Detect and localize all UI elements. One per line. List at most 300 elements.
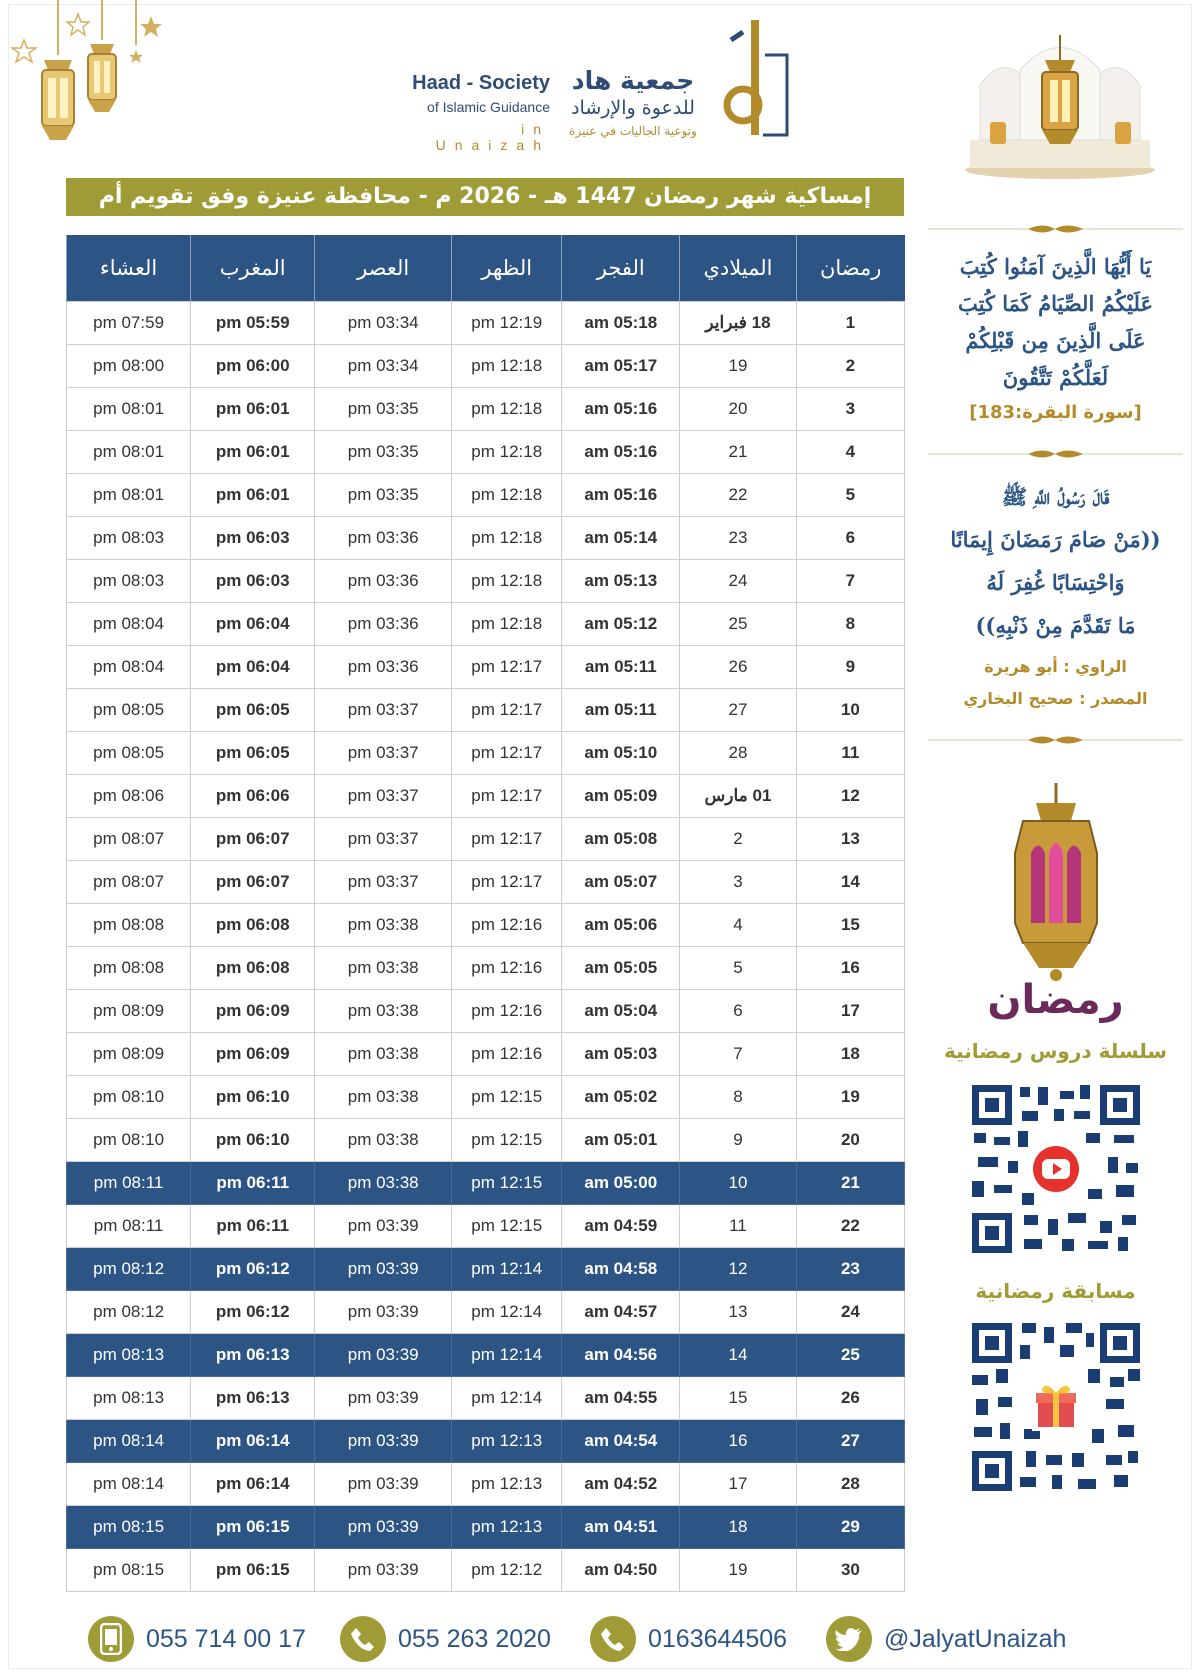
cell-gregorian-text: 6 xyxy=(733,1001,743,1020)
cell-ramadan xyxy=(796,1076,904,1119)
cell-asr-text: pm 03:39 xyxy=(347,1302,419,1321)
cell-fajr-text: am 05:00 xyxy=(584,1173,658,1192)
cell-maghrib-text: pm 06:13 xyxy=(215,1388,290,1407)
cell-gregorian xyxy=(680,1205,797,1248)
cell-asr xyxy=(315,560,452,603)
table-row xyxy=(67,646,905,689)
cell-maghrib-text: pm 06:03 xyxy=(215,571,290,590)
cell-gregorian-text: 10 xyxy=(728,1173,748,1192)
cell-ramadan xyxy=(796,1033,904,1076)
cell-gregorian-text: 11 xyxy=(729,1216,747,1235)
cell-ramadan-text: 12 xyxy=(840,786,860,805)
cell-isha xyxy=(67,732,191,775)
cell-ramadan xyxy=(796,1162,904,1205)
cell-dhuhr xyxy=(452,646,562,689)
cell-maghrib xyxy=(191,603,315,646)
contact-landline[interactable] xyxy=(590,1614,787,1664)
cell-ramadan xyxy=(796,603,904,646)
cell-maghrib-text: pm 06:09 xyxy=(215,1001,290,1020)
cell-asr xyxy=(315,646,452,689)
ornament-divider-icon xyxy=(928,447,1183,461)
cell-maghrib xyxy=(191,1377,315,1420)
cell-dhuhr xyxy=(452,431,562,474)
logo-arabic xyxy=(557,66,709,138)
cell-ramadan-text: 18 xyxy=(840,1044,860,1063)
cell-ramadan xyxy=(796,1248,904,1291)
cell-dhuhr-text: pm 12:18 xyxy=(471,528,543,547)
youtube-qr-code[interactable] xyxy=(968,1081,1144,1257)
cell-isha xyxy=(67,818,191,861)
contact-phone[interactable] xyxy=(340,1614,551,1664)
cell-dhuhr xyxy=(452,1248,562,1291)
cell-asr xyxy=(315,1377,452,1420)
cell-dhuhr xyxy=(452,1162,562,1205)
cell-isha-text: pm 08:04 xyxy=(93,657,165,676)
cell-asr-text: pm 03:39 xyxy=(347,1259,419,1278)
cell-ramadan-text: 1 xyxy=(845,313,856,332)
cell-dhuhr xyxy=(452,1506,562,1549)
sidebar xyxy=(928,222,1183,1495)
cell-dhuhr-text: pm 12:17 xyxy=(471,786,543,805)
cell-ramadan xyxy=(796,990,904,1033)
table-row xyxy=(67,1205,905,1248)
cell-fajr xyxy=(562,1549,680,1592)
cell-dhuhr xyxy=(452,517,562,560)
cell-isha-text: pm 08:14 xyxy=(93,1474,165,1493)
cell-ramadan xyxy=(796,302,904,345)
cell-gregorian-text: 20 xyxy=(728,399,748,418)
cell-gregorian-text: 13 xyxy=(728,1302,748,1321)
cell-gregorian-text: 2 xyxy=(733,829,743,848)
twitter-handle[interactable]: @JalyatUnaizah xyxy=(884,1624,1067,1653)
cell-dhuhr-text: pm 12:18 xyxy=(471,442,543,461)
cell-maghrib xyxy=(191,1463,315,1506)
imsakiya-table xyxy=(66,235,905,1592)
cell-asr xyxy=(315,947,452,990)
cell-asr xyxy=(315,1420,452,1463)
cell-maghrib-text: pm 06:05 xyxy=(215,700,290,719)
cell-isha-text: pm 08:15 xyxy=(93,1560,165,1579)
cell-ramadan xyxy=(796,947,904,990)
cell-fajr xyxy=(562,861,680,904)
cell-isha-text: pm 08:11 xyxy=(93,1216,164,1235)
cell-asr xyxy=(315,1463,452,1506)
cell-maghrib-text: pm 06:10 xyxy=(215,1087,290,1106)
cell-fajr-text: am 05:16 xyxy=(584,485,658,504)
cell-gregorian-text: 18 فبراير xyxy=(705,313,771,332)
table-row xyxy=(67,517,905,560)
cell-ramadan-text: 15 xyxy=(840,915,860,934)
cell-gregorian-text: 19 xyxy=(728,356,748,375)
cell-gregorian xyxy=(680,431,797,474)
cell-dhuhr-text: pm 12:14 xyxy=(471,1345,543,1364)
cell-maghrib-text: pm 06:12 xyxy=(215,1302,290,1321)
cell-dhuhr-text: pm 12:18 xyxy=(471,614,543,633)
cell-isha xyxy=(67,388,191,431)
cell-isha-text: pm 08:08 xyxy=(93,915,165,934)
verse-line: عَلَيْكُمُ الصِّيَامُ كَمَا كُتِبَ xyxy=(958,291,1153,316)
table-row xyxy=(67,388,905,431)
contact-twitter[interactable] xyxy=(826,1614,1066,1664)
cell-maghrib xyxy=(191,1119,315,1162)
cell-maghrib-text: pm 06:10 xyxy=(215,1130,290,1149)
cell-maghrib xyxy=(191,302,315,345)
cell-asr xyxy=(315,732,452,775)
cell-asr xyxy=(315,861,452,904)
logo-ar-line3: وتوعية الجاليات في عنيزة xyxy=(569,124,697,138)
cell-maghrib xyxy=(191,1549,315,1592)
cell-isha-text: pm 08:01 xyxy=(93,399,165,418)
cell-fajr-text: am 05:14 xyxy=(584,528,658,547)
table-row xyxy=(67,775,905,818)
cell-dhuhr xyxy=(452,1549,562,1592)
cell-dhuhr-text: pm 12:18 xyxy=(471,399,543,418)
verse-line: يَا أَيُّهَا الَّذِينَ آمَنُوا كُتِبَ xyxy=(959,254,1152,279)
cell-asr xyxy=(315,345,452,388)
cell-fajr xyxy=(562,517,680,560)
cell-isha xyxy=(67,1506,191,1549)
cell-fajr-text: am 04:50 xyxy=(584,1560,658,1579)
cell-ramadan-text: 20 xyxy=(840,1130,860,1149)
cell-maghrib-text: pm 06:01 xyxy=(215,485,290,504)
cell-ramadan-text: 2 xyxy=(845,356,856,375)
cell-maghrib xyxy=(191,1205,315,1248)
cell-gregorian-text: 01 مارس xyxy=(704,786,772,805)
ornament-divider-icon xyxy=(928,222,1183,236)
cell-asr xyxy=(315,388,452,431)
cell-dhuhr xyxy=(452,302,562,345)
cell-maghrib xyxy=(191,990,315,1033)
cell-ramadan xyxy=(796,474,904,517)
cell-asr xyxy=(315,1162,452,1205)
cell-ramadan xyxy=(796,560,904,603)
cell-asr-text: pm 03:38 xyxy=(347,1001,419,1020)
cell-gregorian xyxy=(680,990,797,1033)
cell-ramadan xyxy=(796,1119,904,1162)
cell-maghrib-text: pm 06:14 xyxy=(215,1431,290,1450)
cell-dhuhr xyxy=(452,1463,562,1506)
cell-fajr xyxy=(562,1463,680,1506)
cell-gregorian xyxy=(680,302,797,345)
table-row xyxy=(67,1506,905,1549)
cell-maghrib-text: pm 06:15 xyxy=(215,1517,290,1536)
cell-fajr xyxy=(562,1420,680,1463)
cell-isha-text: pm 07:59 xyxy=(93,313,165,332)
cell-isha xyxy=(67,1076,191,1119)
cell-asr xyxy=(315,1205,452,1248)
cell-gregorian-text: 3 xyxy=(733,872,743,891)
cell-dhuhr-text: pm 12:13 xyxy=(471,1517,543,1536)
cell-asr-text: pm 03:37 xyxy=(347,872,419,891)
hadith-line: مَا تَقَدَّمَ مِنْ ذَنْبِهِ)) xyxy=(975,613,1136,638)
cell-fajr-text: am 05:17 xyxy=(584,356,658,375)
cell-isha-text: pm 08:03 xyxy=(93,528,165,547)
cell-gregorian xyxy=(680,1420,797,1463)
logo-en-line1: Haad - Society xyxy=(412,72,550,94)
cell-dhuhr-text: pm 12:17 xyxy=(471,829,543,848)
cell-dhuhr-text: pm 12:18 xyxy=(471,485,543,504)
cell-asr-text: pm 03:35 xyxy=(347,485,419,504)
cell-dhuhr xyxy=(452,861,562,904)
cell-gregorian xyxy=(680,1248,797,1291)
hadith xyxy=(928,475,1183,647)
cell-fajr-text: am 05:06 xyxy=(584,915,658,934)
hanging-lanterns-icon xyxy=(6,0,176,150)
cell-fajr-text: am 05:02 xyxy=(584,1087,658,1106)
cell-maghrib-text: pm 06:14 xyxy=(215,1474,290,1493)
logo-english xyxy=(395,72,550,153)
cell-gregorian xyxy=(680,818,797,861)
cell-isha xyxy=(67,345,191,388)
cell-gregorian xyxy=(680,1377,797,1420)
cell-fajr-text: am 04:51 xyxy=(584,1517,658,1536)
cell-dhuhr-text: pm 12:15 xyxy=(471,1130,543,1149)
gift-icon xyxy=(1032,1381,1080,1431)
hadith-source: المصدر : صحيح البخاري xyxy=(963,689,1148,708)
phone-icon xyxy=(590,1616,636,1662)
cell-gregorian xyxy=(680,775,797,818)
cell-isha xyxy=(67,474,191,517)
cell-gregorian-text: 22 xyxy=(728,485,748,504)
cell-gregorian xyxy=(680,603,797,646)
cell-ramadan xyxy=(796,388,904,431)
cell-ramadan xyxy=(796,1549,904,1592)
cell-ramadan xyxy=(796,689,904,732)
table-header-row xyxy=(67,235,905,302)
cell-fajr-text: am 05:12 xyxy=(584,614,658,633)
cell-ramadan-text: 26 xyxy=(840,1388,860,1407)
cell-maghrib xyxy=(191,560,315,603)
cell-dhuhr-text: pm 12:14 xyxy=(471,1259,543,1278)
cell-dhuhr xyxy=(452,1205,562,1248)
cell-isha xyxy=(67,431,191,474)
cell-isha-text: pm 08:15 xyxy=(93,1517,165,1536)
page-title: إمساكية شهر رمضان 1447 هـ - 2026 م - محافظة عنيزة وفق تقويم أم xyxy=(66,178,904,216)
cell-fajr xyxy=(562,904,680,947)
cell-dhuhr xyxy=(452,1334,562,1377)
cell-asr-text: pm 03:39 xyxy=(347,1560,419,1579)
cell-isha xyxy=(67,1420,191,1463)
cell-isha xyxy=(67,646,191,689)
cell-gregorian-text: 9 xyxy=(733,1130,743,1149)
cell-fajr xyxy=(562,947,680,990)
cell-dhuhr-text: pm 12:19 xyxy=(471,313,543,332)
ornament-divider-icon xyxy=(928,733,1183,747)
cell-maghrib-text: pm 06:01 xyxy=(215,442,290,461)
cell-dhuhr xyxy=(452,1377,562,1420)
cell-maghrib xyxy=(191,818,315,861)
cell-maghrib-text: pm 06:01 xyxy=(215,399,290,418)
cell-ramadan xyxy=(796,861,904,904)
cell-asr xyxy=(315,689,452,732)
cell-asr xyxy=(315,1549,452,1592)
cell-ramadan xyxy=(796,1377,904,1420)
cell-isha-text: pm 08:11 xyxy=(93,1173,164,1192)
table-row xyxy=(67,689,905,732)
cell-isha xyxy=(67,1205,191,1248)
contest-qr-code[interactable] xyxy=(968,1319,1144,1495)
cell-maghrib xyxy=(191,1033,315,1076)
header-asr: العصر xyxy=(315,235,452,302)
cell-asr xyxy=(315,1076,452,1119)
cell-asr-text: pm 03:37 xyxy=(347,829,419,848)
cell-fajr xyxy=(562,302,680,345)
cell-asr xyxy=(315,302,452,345)
cell-asr xyxy=(315,1334,452,1377)
cell-ramadan-text: 28 xyxy=(840,1474,860,1493)
quran-verse xyxy=(928,248,1183,396)
phone-number-3[interactable]: 0163644506 xyxy=(648,1624,788,1653)
cell-fajr xyxy=(562,345,680,388)
cell-maghrib xyxy=(191,732,315,775)
cell-fajr-text: am 05:01 xyxy=(584,1130,658,1149)
cell-fajr xyxy=(562,990,680,1033)
table-row xyxy=(67,1549,905,1592)
cell-fajr xyxy=(562,818,680,861)
cell-ramadan-text: 8 xyxy=(845,614,856,633)
table-row xyxy=(67,1334,905,1377)
hadith-line: وَاحْتِسَابًا غُفِرَ لَهُ xyxy=(986,570,1125,595)
table-row xyxy=(67,1162,905,1205)
cell-fajr-text: am 05:16 xyxy=(584,442,658,461)
cell-ramadan xyxy=(796,1205,904,1248)
cell-isha-text: pm 08:00 xyxy=(93,356,165,375)
cell-isha xyxy=(67,1033,191,1076)
cell-fajr xyxy=(562,775,680,818)
cell-gregorian xyxy=(680,474,797,517)
cell-dhuhr-text: pm 12:17 xyxy=(471,700,543,719)
cell-gregorian xyxy=(680,1506,797,1549)
cell-ramadan-text: 17 xyxy=(840,1001,860,1020)
cell-gregorian-text: 7 xyxy=(733,1044,743,1063)
table-body xyxy=(67,302,905,1592)
phone-number-2[interactable]: 055 263 2020 xyxy=(398,1624,551,1653)
phone-number-1[interactable]: 055 714 00 17 xyxy=(146,1624,306,1653)
cell-maghrib-text: pm 06:09 xyxy=(215,1044,290,1063)
cell-isha xyxy=(67,904,191,947)
cell-fajr xyxy=(562,1119,680,1162)
table-row xyxy=(67,560,905,603)
cell-dhuhr xyxy=(452,345,562,388)
cell-fajr-text: am 05:03 xyxy=(584,1044,658,1063)
table-row xyxy=(67,1377,905,1420)
cell-isha-text: pm 08:07 xyxy=(93,872,165,891)
cell-isha-text: pm 08:14 xyxy=(93,1431,165,1450)
mosque-lantern-illustration xyxy=(950,30,1170,180)
cell-dhuhr-text: pm 12:14 xyxy=(471,1388,543,1407)
cell-dhuhr-text: pm 12:17 xyxy=(471,872,543,891)
cell-ramadan-text: 21 xyxy=(840,1173,860,1192)
cell-asr xyxy=(315,1033,452,1076)
cell-dhuhr xyxy=(452,603,562,646)
cell-ramadan xyxy=(796,732,904,775)
cell-dhuhr-text: pm 12:15 xyxy=(471,1087,543,1106)
cell-dhuhr-text: pm 12:18 xyxy=(471,571,543,590)
cell-fajr-text: am 05:18 xyxy=(584,313,658,332)
contact-mobile[interactable] xyxy=(88,1614,306,1664)
cell-isha xyxy=(67,1248,191,1291)
cell-asr-text: pm 03:37 xyxy=(347,786,419,805)
cell-fajr xyxy=(562,1205,680,1248)
cell-asr-text: pm 03:39 xyxy=(347,1431,419,1450)
header-gregorian: الميلادي xyxy=(680,235,797,302)
cell-dhuhr-text: pm 12:18 xyxy=(471,356,543,375)
cell-gregorian-text: 23 xyxy=(728,528,748,547)
cell-maghrib xyxy=(191,861,315,904)
cell-ramadan xyxy=(796,517,904,560)
cell-fajr-text: am 05:11 xyxy=(584,657,657,676)
logo-ar-line2: للدعوة والإرشاد xyxy=(571,97,695,119)
cell-maghrib-text: pm 06:13 xyxy=(215,1345,290,1364)
cell-ramadan xyxy=(796,904,904,947)
cell-asr-text: pm 03:39 xyxy=(347,1474,419,1493)
table-row xyxy=(67,1291,905,1334)
cell-ramadan-text: 14 xyxy=(840,872,860,891)
cell-gregorian-text: 16 xyxy=(728,1431,748,1450)
cell-gregorian-text: 4 xyxy=(733,915,743,934)
cell-maghrib xyxy=(191,1506,315,1549)
cell-isha-text: pm 08:13 xyxy=(93,1345,165,1364)
cell-dhuhr-text: pm 12:13 xyxy=(471,1431,543,1450)
cell-ramadan xyxy=(796,1506,904,1549)
header-isha: العشاء xyxy=(67,235,191,302)
ramadan-calligraphy: رمضان xyxy=(987,977,1124,1023)
cell-gregorian-text: 5 xyxy=(733,958,743,977)
cell-ramadan-text: 7 xyxy=(845,571,856,590)
cell-ramadan xyxy=(796,1463,904,1506)
cell-asr-text: pm 03:38 xyxy=(347,1130,419,1149)
cell-fajr-text: am 05:11 xyxy=(584,700,657,719)
cell-maghrib-text: pm 06:11 xyxy=(216,1216,290,1235)
cell-fajr xyxy=(562,732,680,775)
cell-isha xyxy=(67,560,191,603)
cell-fajr-text: am 05:09 xyxy=(584,786,658,805)
cell-gregorian xyxy=(680,1334,797,1377)
cell-dhuhr xyxy=(452,1291,562,1334)
cell-gregorian-text: 15 xyxy=(728,1388,748,1407)
cell-asr xyxy=(315,1248,452,1291)
cell-asr xyxy=(315,1506,452,1549)
cell-ramadan-text: 13 xyxy=(840,829,860,848)
cell-asr-text: pm 03:36 xyxy=(347,657,419,676)
cell-asr-text: pm 03:39 xyxy=(347,1216,419,1235)
cell-fajr-text: am 04:56 xyxy=(584,1345,658,1364)
cell-dhuhr xyxy=(452,947,562,990)
verse-reference: [سورة البقرة:183] xyxy=(969,402,1142,423)
cell-dhuhr xyxy=(452,689,562,732)
cell-asr-text: pm 03:36 xyxy=(347,571,419,590)
table-row xyxy=(67,603,905,646)
cell-maghrib xyxy=(191,345,315,388)
cell-ramadan-text: 6 xyxy=(845,528,856,547)
logo-mark-icon xyxy=(715,10,795,145)
cell-asr-text: pm 03:39 xyxy=(347,1517,419,1536)
cell-maghrib-text: pm 06:06 xyxy=(215,786,290,805)
table-row xyxy=(67,732,905,775)
cell-asr-text: pm 03:39 xyxy=(347,1345,419,1364)
table-row xyxy=(67,474,905,517)
cell-ramadan-text: 29 xyxy=(840,1517,860,1536)
cell-gregorian-text: 24 xyxy=(728,571,748,590)
cell-fajr xyxy=(562,431,680,474)
cell-dhuhr-text: pm 12:16 xyxy=(471,1044,543,1063)
cell-isha-text: pm 08:03 xyxy=(93,571,165,590)
cell-maghrib xyxy=(191,388,315,431)
cell-fajr-text: am 05:16 xyxy=(584,399,658,418)
cell-isha xyxy=(67,1119,191,1162)
cell-asr-text: pm 03:36 xyxy=(347,528,419,547)
hadith-line: ((مَنْ صَامَ رَمَضَانَ إِيمَانًا xyxy=(950,527,1161,552)
